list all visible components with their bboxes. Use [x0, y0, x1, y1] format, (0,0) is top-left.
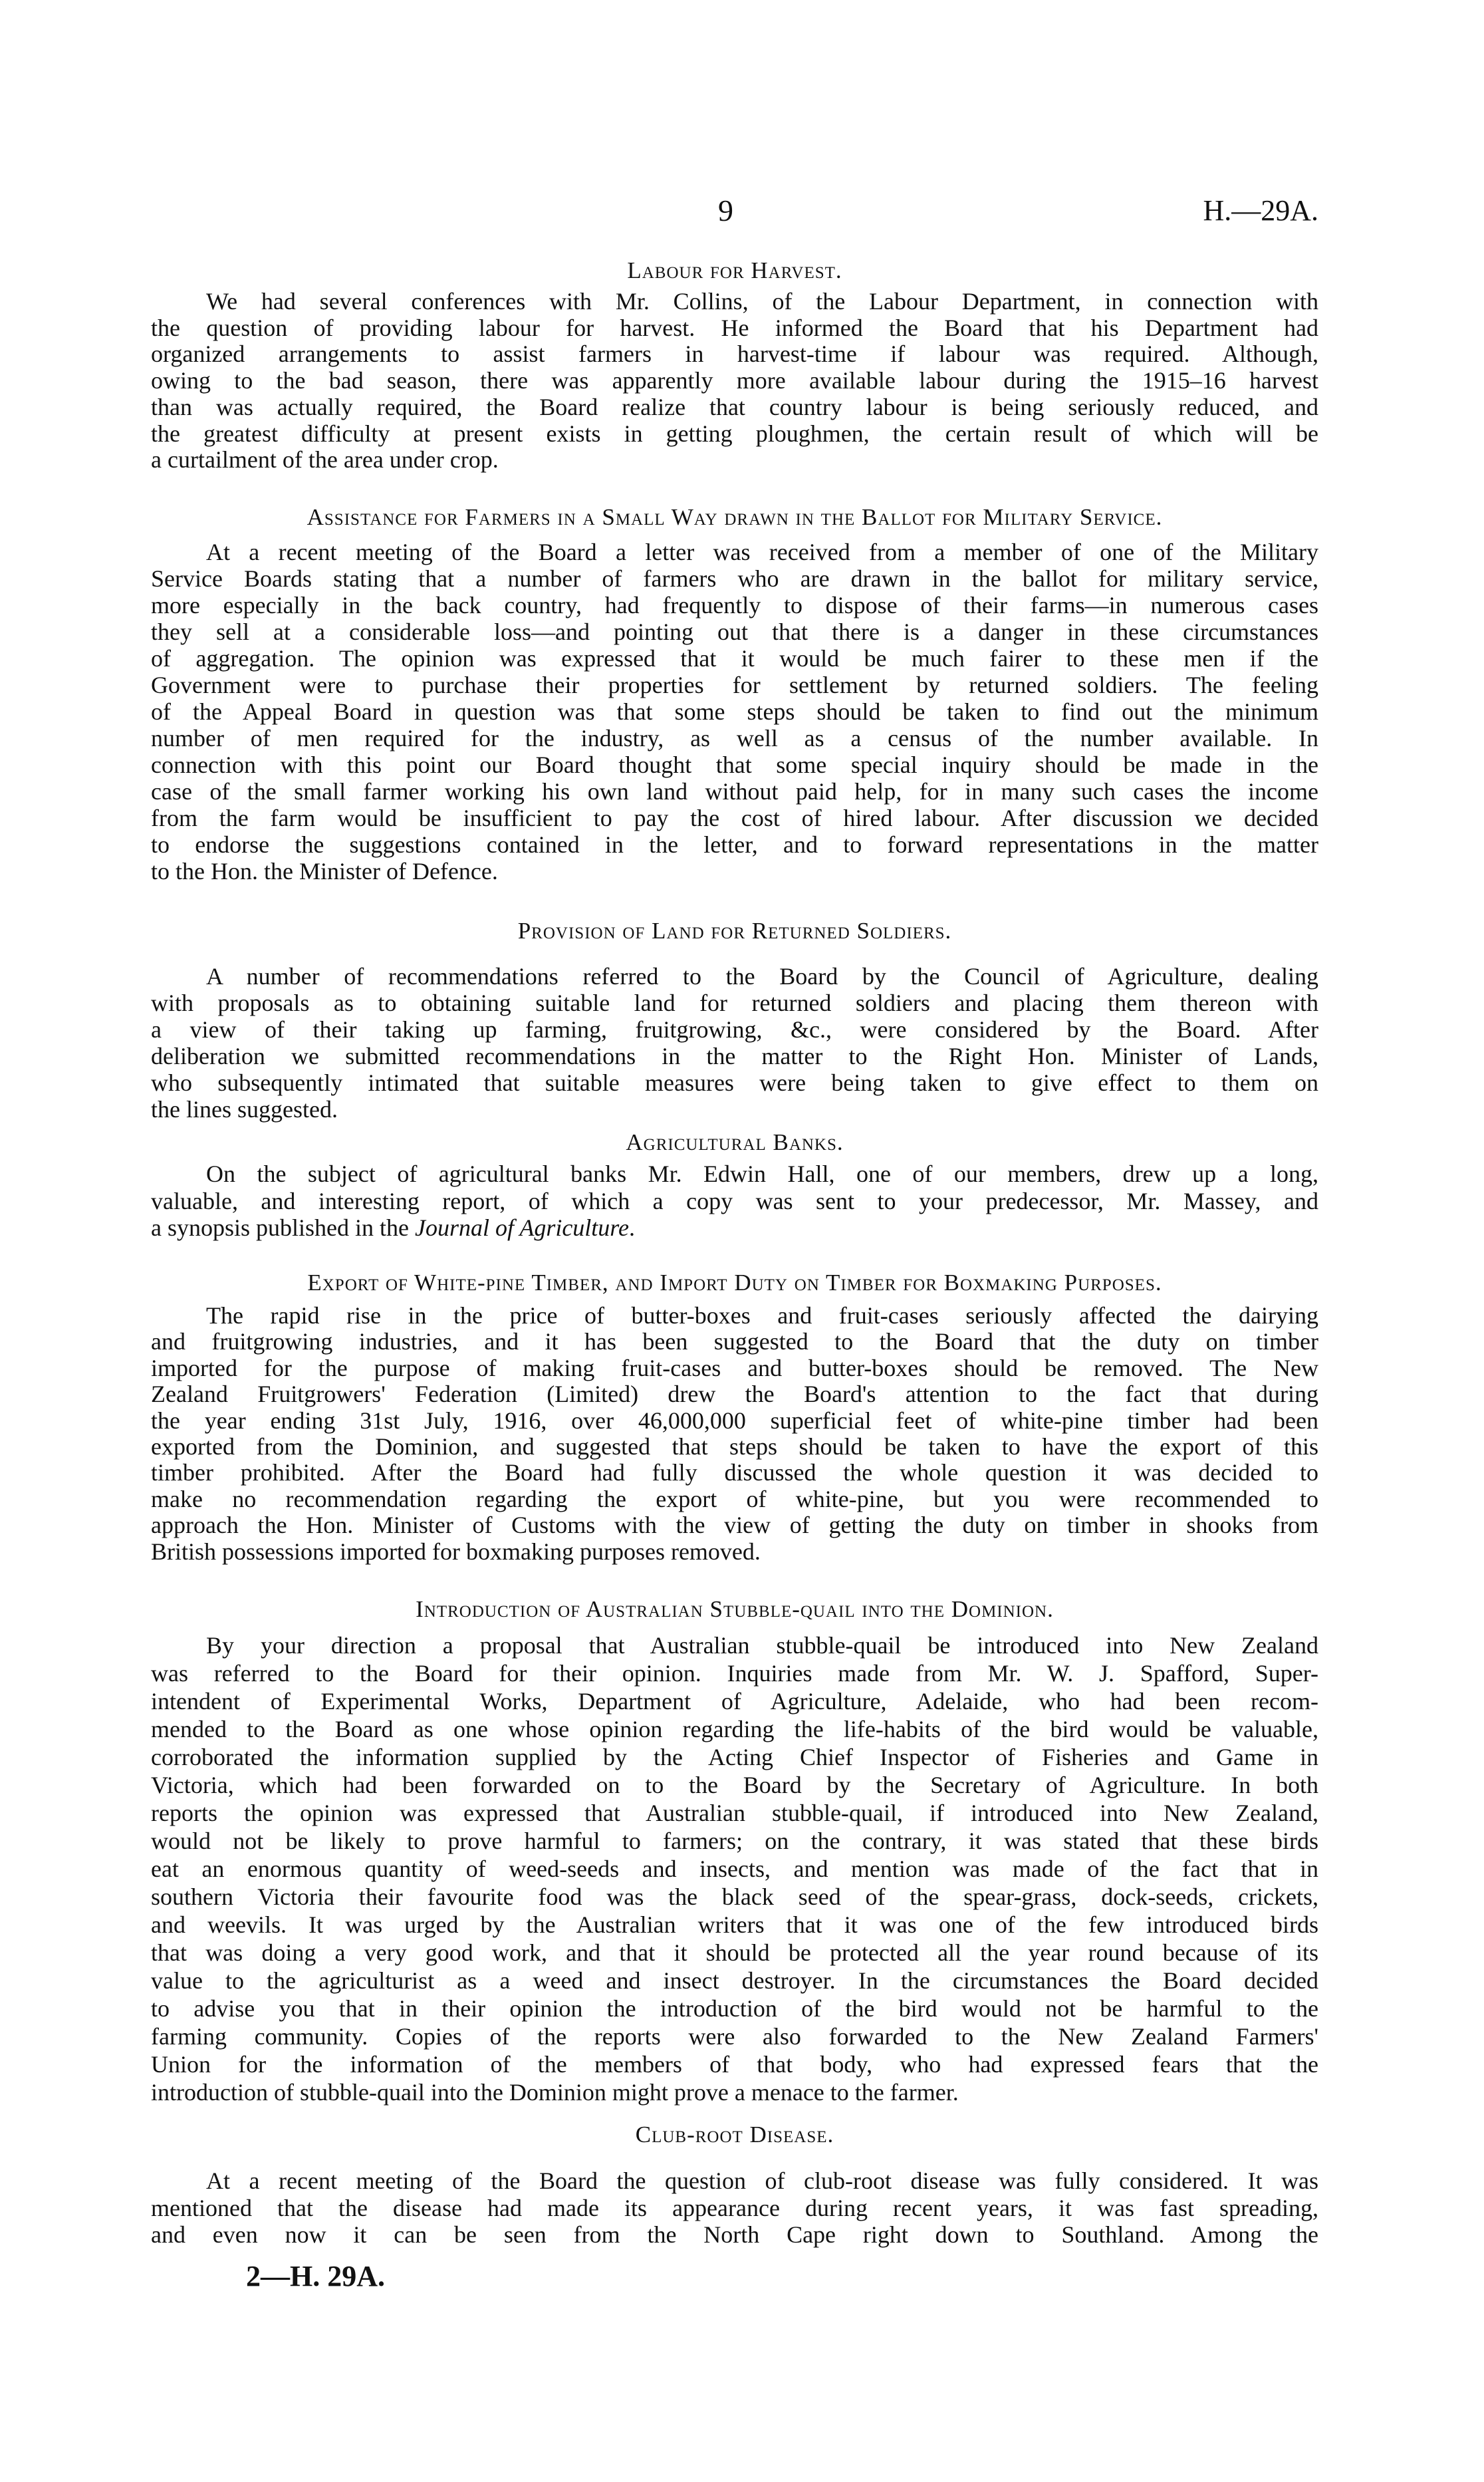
- text-line: they sell at a considerable loss—and pointing out that there is a danger in these circumstances: [151, 619, 1318, 645]
- text-line: and fruitgrowing industries, and it has been suggested to the Board that the duty on timber: [151, 1328, 1318, 1355]
- text-line: mentioned that the disease had made its appearance during recent years, it was fast spreading,: [151, 2194, 1318, 2221]
- text-line: southern Victoria their favourite food was the black seed of the spear-grass, dock-seeds, crickets,: [151, 1883, 1318, 1910]
- text-line: the lines suggested.: [151, 1096, 338, 1123]
- text-line: [151, 1214, 1318, 1242]
- text-line: than was actually required, the Board realize that country labour is being seriously reduced, and: [151, 393, 1318, 420]
- section-heading: Club-root Disease.: [635, 2122, 834, 2147]
- text-line: eat an enormous quantity of weed-seeds and insects, and mention was made of the fact that in: [151, 1856, 1318, 1882]
- text-line: Victoria, which had been forwarded on to the Board by the Secretary of Agriculture. In both: [151, 1772, 1318, 1798]
- text-line: value to the agriculturist as a weed and insect destroyer. In the circumstances the Board decided: [151, 1967, 1318, 1994]
- text-line: imported for the purpose of making fruit-cases and butter-boxes should be removed. The New: [151, 1354, 1318, 1381]
- text-line: deliberation we submitted recommendations in the matter to the Right Hon. Minister of Lands,: [151, 1043, 1318, 1069]
- text-line: from the farm would be insufficient to pay the cost of hired labour. After discussion we decided: [151, 805, 1318, 831]
- document-reference: [1203, 194, 1318, 227]
- section-paragraph: [151, 2167, 1318, 2249]
- page-number: 9: [718, 194, 733, 227]
- text-line: Government were to purchase their properties for settlement by returned soldiers. The feeling: [151, 672, 1318, 698]
- text-line: exported from the Dominion, and suggested that steps should be taken to have the export of this: [151, 1433, 1318, 1460]
- section-paragraph: [151, 1303, 1318, 1565]
- text-segment: a synopsis published in the: [151, 1214, 415, 1241]
- text-line: Service Boards stating that a number of farmers who are drawn in the ballot for military service,: [151, 565, 1318, 592]
- text-line: timber prohibited. After the Board had fully discussed the whole question it was decided to: [151, 1459, 1318, 1486]
- text-line: intendent of Experimental Works, Department of Agriculture, Adelaide, who had been recom-: [151, 1688, 1318, 1715]
- text-line: corroborated the information supplied by the Acting Chief Inspector of Fisheries and Game in: [151, 1744, 1318, 1770]
- text-line: farming community. Copies of the reports were also forwarded to the New Zealand Farmers': [151, 2023, 1318, 2050]
- text-segment: .: [628, 1214, 635, 1241]
- text-line: would not be likely to prove harmful to farmers; on the contrary, it was stated that these birds: [151, 1828, 1318, 1854]
- sheet-signature-suffix: A.: [356, 2260, 386, 2292]
- text-line: a view of their taking up farming, fruitgrowing, &c., were considered by the Board. After: [151, 1016, 1318, 1043]
- section-heading: Introduction of Australian Stubble-quail into the Dominion.: [416, 1596, 1054, 1622]
- text-line: introduction of stubble-quail into the Dominion might prove a menace to the farmer.: [151, 2079, 959, 2106]
- text-line: Zealand Fruitgrowers' Federation (Limited) drew the Board's attention to the fact that during: [151, 1381, 1318, 1408]
- text-line: connection with this point our Board thought that some special inquiry should be made in the: [151, 752, 1318, 778]
- section-heading: Agricultural Banks.: [626, 1129, 844, 1155]
- section-heading: Assistance for Farmers in a Small Way drawn in the Ballot for Military Service.: [307, 504, 1163, 530]
- section-paragraph: [151, 289, 1318, 474]
- text-line: By your direction a proposal that Australian stubble-quail be introduced into New Zealand: [206, 1632, 1318, 1659]
- text-line: the greatest difficulty at present exists in getting ploughmen, the certain result of which will be: [151, 420, 1318, 447]
- journal-title: Journal of Agriculture: [414, 1214, 629, 1241]
- text-line: reports the opinion was expressed that Australian stubble-quail, if introduced into New Zealand,: [151, 1800, 1318, 1826]
- text-line: Union for the information of the members of that body, who had expressed fears that the: [151, 2051, 1318, 2078]
- text-line: was referred to the Board for their opinion. Inquiries made from Mr. W. J. Spafford, Super-: [151, 1660, 1318, 1687]
- document-reference-suffix: A.: [1290, 194, 1318, 227]
- section-heading: Export of White-pine Timber, and Import Duty on Timber for Boxmaking Purposes.: [307, 1270, 1162, 1296]
- section-paragraph: [151, 963, 1318, 1123]
- text-line: of aggregation. The opinion was expressed that it would be much fairer to these men if the: [151, 645, 1318, 672]
- text-line: At a recent meeting of the Board the question of club-root disease was fully considered. It was: [206, 2167, 1318, 2194]
- text-line: On the subject of agricultural banks Mr. Edwin Hall, one of our members, drew up a long,: [206, 1161, 1318, 1187]
- text-line: make no recommendation regarding the export of white-pine, but you were recommended to: [151, 1485, 1318, 1512]
- section-heading: Provision of Land for Returned Soldiers.: [517, 918, 952, 944]
- text-line: mended to the Board as one whose opinion regarding the life-habits of the bird would be valuable,: [151, 1716, 1318, 1742]
- text-line: At a recent meeting of the Board a letter was received from a member of one of the Military: [206, 539, 1318, 565]
- text-line: with proposals as to obtaining suitable land for returned soldiers and placing them thereon with: [151, 990, 1318, 1016]
- text-line: the year ending 31st July, 1916, over 46,000,000 superficial feet of white-pine timber had been: [151, 1407, 1318, 1434]
- text-line: who subsequently intimated that suitable measures were being taken to give effect to them on: [151, 1069, 1318, 1096]
- text-line: valuable, and interesting report, of which a copy was sent to your predecessor, Mr. Massey, and: [151, 1187, 1318, 1214]
- document-reference-main: H.—29: [1203, 194, 1291, 227]
- text-line: more especially in the back country, had frequently to dispose of their farms—in numerous cases: [151, 592, 1318, 619]
- sheet-signature-main: 2—H. 29: [246, 2260, 357, 2292]
- text-line: to the Hon. the Minister of Defence.: [151, 858, 498, 885]
- section-paragraph: [151, 1631, 1318, 2106]
- text-line: and weevils. It was urged by the Australian writers that it was one of the few introduced birds: [151, 1911, 1318, 1938]
- text-line: approach the Hon. Minister of Customs with the view of getting the duty on timber in shooks from: [151, 1512, 1318, 1539]
- section-paragraph: [151, 539, 1318, 885]
- text-line: and even now it can be seen from the North Cape right down to Southland. Among the: [151, 2221, 1318, 2248]
- text-line: A number of recommendations referred to the Board by the Council of Agriculture, dealing: [206, 963, 1318, 990]
- text-line: to advise you that in their opinion the introduction of the bird would not be harmful to the: [151, 1995, 1318, 2022]
- text-line: The rapid rise in the price of butter-boxes and fruit-cases seriously affected the dairying: [206, 1302, 1318, 1329]
- text-line: of the Appeal Board in question was that some steps should be taken to find out the minimum: [151, 698, 1318, 725]
- sheet-signature: [246, 2260, 385, 2293]
- section-paragraph: [151, 1161, 1318, 1242]
- text-line: owing to the bad season, there was apparently more available labour during the 1915–16 harvest: [151, 367, 1318, 394]
- section-heading: Labour for Harvest.: [627, 257, 842, 283]
- text-line: the question of providing labour for harvest. He informed the Board that his Department had: [151, 314, 1318, 341]
- text-line: organized arrangements to assist farmers in harvest-time if labour was required. Although,: [151, 341, 1318, 368]
- text-line: a curtailment of the area under crop.: [151, 446, 499, 474]
- text-line: case of the small farmer working his own land without paid help, for in many such cases the income: [151, 778, 1318, 805]
- text-line: that was doing a very good work, and that it should be protected all the year round because of its: [151, 1939, 1318, 1966]
- text-line: number of men required for the industry, as well as a census of the number available. In: [151, 725, 1318, 752]
- text-line: to endorse the suggestions contained in the letter, and to forward representations in the matter: [151, 831, 1318, 858]
- text-line: We had several conferences with Mr. Collins, of the Labour Department, in connection with: [206, 288, 1318, 315]
- text-line: British possessions imported for boxmaking purposes removed.: [151, 1538, 761, 1565]
